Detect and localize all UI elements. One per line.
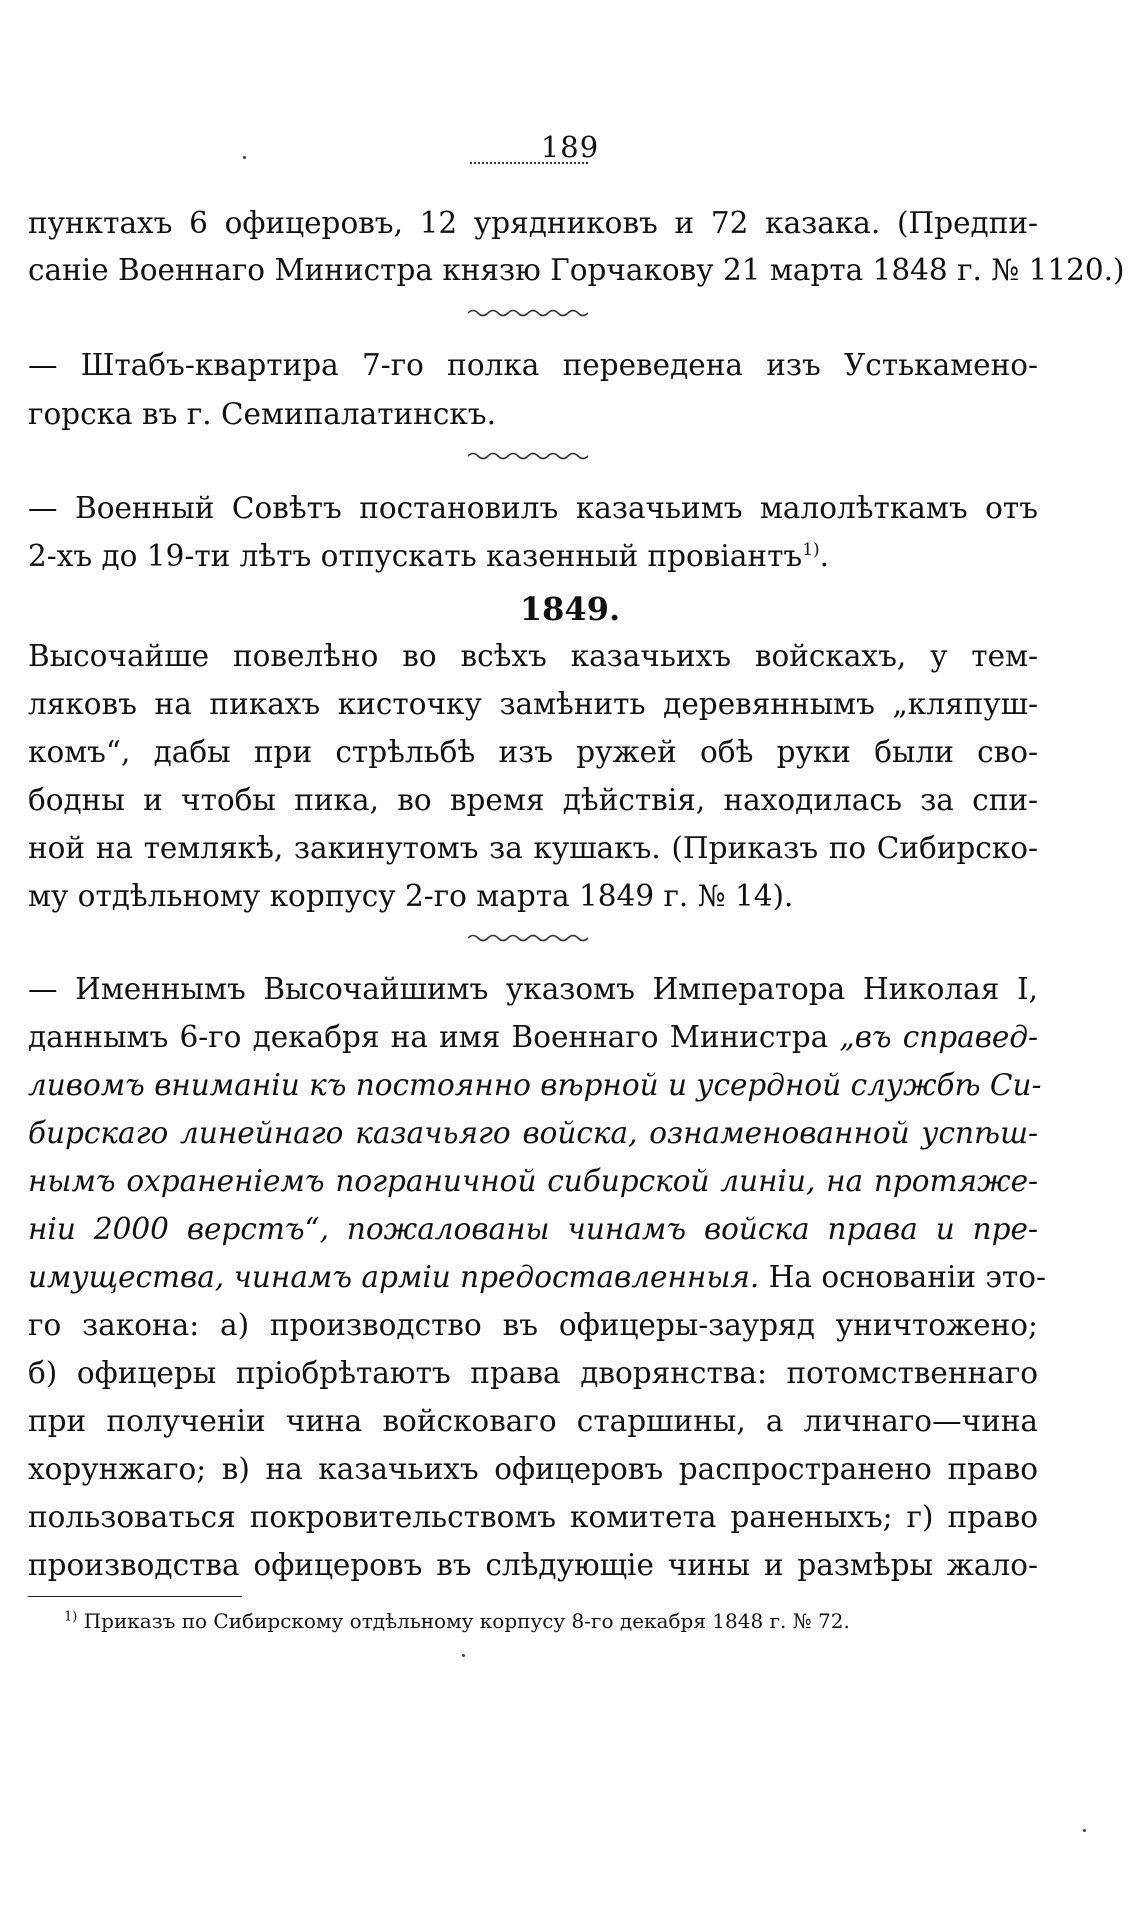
- text-line: го закона: а) производство въ офицеры-зауряд уничтожено;: [28, 1308, 1038, 1342]
- footnote-marker: 1): [64, 1609, 78, 1625]
- text-run: даннымъ 6-го декабря на имя Военнаго Министра: [28, 1020, 840, 1054]
- section-separator: [468, 307, 588, 319]
- text-line: бодны и чтобы пика, во время дѣйствія, находилась за спи-: [28, 783, 1038, 817]
- page-number-rule: [470, 162, 588, 164]
- quoted-decree-text: нымъ охраненіемъ пограничной сибирской линіи, на протяже-: [28, 1164, 1038, 1198]
- text-line: ной на темлякѣ, закинутомъ за кушакъ. (Приказъ по Сибирско-: [28, 831, 1038, 865]
- text-line: горска въ г. Семипалатинскъ.: [28, 397, 496, 431]
- footnote-reference: 1): [802, 540, 820, 561]
- quoted-decree-text: ливомъ вниманіи къ постоянно вѣрной и усердной службѣ Си-: [28, 1068, 1042, 1102]
- text-line: пунктахъ 6 офицеровъ, 12 урядниковъ и 72 казака. (Предпи-: [28, 206, 1038, 240]
- footnote: [64, 1611, 850, 1631]
- footnote-text: Приказъ по Сибирскому отдѣльному корпусу 8-го декабря 1848 г. № 72.: [77, 1609, 850, 1633]
- text-run: 2-хъ до 19-ти лѣтъ отпускать казенный провіантъ: [28, 539, 803, 573]
- section-separator: [468, 932, 588, 944]
- text-line: [28, 539, 1038, 573]
- print-speck: [1083, 1829, 1086, 1832]
- text-line: б) офицеры пріобрѣтаютъ права дворянства: потомственнаго: [28, 1356, 1038, 1390]
- text-line: при полученіи чина войсковаго старшины, а личнаго—чина: [28, 1404, 1038, 1438]
- footnote-rule: [28, 1596, 242, 1597]
- text-line: производства офицеровъ въ слѣдующіе чины и размѣры жало-: [28, 1548, 1038, 1582]
- page-number: 189: [540, 130, 600, 164]
- print-speck: [243, 156, 246, 159]
- text-line: комъ“, дабы при стрѣльбѣ изъ ружей обѣ руки были сво-: [28, 735, 1038, 769]
- text-line: пользоваться покровительствомъ комитета раненыхъ; г) право: [28, 1500, 1038, 1534]
- text-line: [28, 1020, 1039, 1054]
- text-line: ляковъ на пикахъ кисточку замѣнить деревяннымъ „кляпуш-: [28, 687, 1038, 721]
- text-line: Высочайше повелѣно во всѣхъ казачьихъ войскахъ, у тем-: [28, 639, 1038, 673]
- text-line: — Именнымъ Высочайшимъ указомъ Императора Николая I,: [28, 972, 1038, 1006]
- section-separator: [468, 450, 588, 462]
- text-line: хорунжаго; в) на казачьихъ офицеровъ распространено право: [28, 1452, 1038, 1486]
- text-line: — Военный Совѣтъ постановилъ казачьимъ малолѣткамъ отъ: [28, 491, 1038, 525]
- section-year-heading: 1849.: [519, 590, 621, 628]
- quoted-decree-text: бирскаго линейнаго казачьяго войска, ознаменованной успѣш-: [28, 1116, 1038, 1150]
- quoted-decree-text: ніи 2000 верстъ“, пожалованы чинамъ войска права и пре-: [28, 1212, 1038, 1246]
- text-run: .: [819, 539, 830, 573]
- quoted-decree-text: имущества, чинамъ арміи предоставленныя.: [28, 1260, 760, 1294]
- text-run: На основаніи это-: [759, 1260, 1046, 1294]
- text-line: — Штабъ-квартира 7-го полка переведена изъ Устькамено-: [28, 348, 1038, 382]
- text-line: [28, 1260, 1046, 1294]
- text-line: саніе Военнаго Министра князю Горчакову 21 марта 1848 г. № 1120.): [28, 253, 1125, 287]
- print-speck: [462, 1654, 465, 1657]
- quoted-decree-text: „въ справед-: [839, 1020, 1039, 1054]
- text-line: му отдѣльному корпусу 2-го марта 1849 г. № 14).: [28, 879, 794, 913]
